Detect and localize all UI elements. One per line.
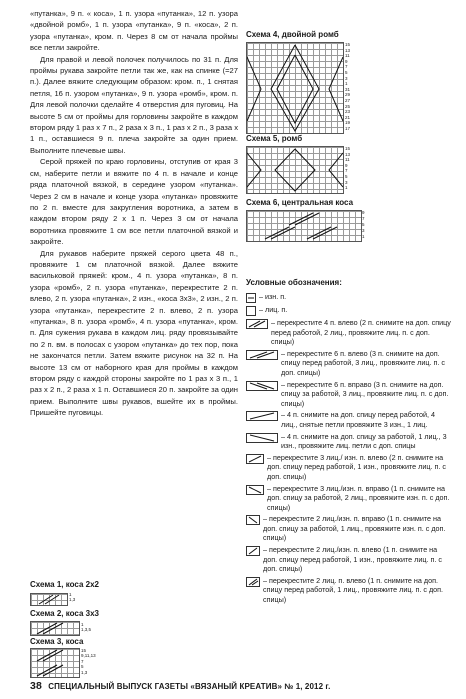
paragraph-1: «путанка», 9 п. « коса», 1 п. узора «путанка», 12 п. узора «двойной ромб», 1 п. узора «путанка», 9 п. «коса», 2 п. узора «путанка», кром. п. Через 8 см от начала проймы все петли закройте. <box>30 9 238 53</box>
chart-1-title-wrap <box>30 580 99 589</box>
legend-list <box>246 292 452 607</box>
chart-2-title-wrap <box>30 609 99 618</box>
page-footer <box>30 680 450 692</box>
legend-item-cross-3-right: – перекрестите 3 лиц./изн. п. вправо (1 п. снимите на доп. спицу за работой, 2 лиц., провяжите изн. п. с доп. спицы) <box>246 484 452 513</box>
legend-item-cross-6-left: – перекрестите 6 п. влево (3 п. снимите на доп. спицу перед работой, 3 лиц., провяжите лиц. п. с доп. спицы) <box>246 349 452 378</box>
cross-4-front-icon <box>246 411 278 421</box>
chart-2-title: Схема 2, коса 3х3 <box>30 609 99 618</box>
paragraph-2: Для правой и левой полочек получилось по 31 п. Для проймы рукава закройте петли так же, как на спинке (=27 п.). Далее вяжите следующим образом: кром. п., 1 снятая петля, 16 п. узором «путанка», 9 п. узора «ромб», кром. п. Для левой полочки сделайте 4 отверстия для пуговиц. На высоте 5 см от проймы для горловины закройте в каждом втором ряду 1 раз х 7 п., 2 раза х 3 п., 1 раз х 2 п., 3 раза х 1 п., оставшиеся 9 п. плеча закройте за один прием. Выполните плечевые швы. <box>30 54 238 155</box>
legend-item-purl: – изн. п. <box>246 292 452 303</box>
paragraph-3: Серой пряжей по краю горловины, отступив от края 3 см, наберите петли и вяжите по 4 п. в начале и конце ряда платочной вязкой, в середине узором «путанка». Через 2 см в начале и конце узора «путанка» провяжите по 2 п. вместе для закругления воротника, а затем в каждом втором ряду 2 х 1 п. Через 3 см от начала воротника провяжите 1 см все петли платочной вязкой и закройте. <box>30 157 238 247</box>
paragraph-4: Для рукавов наберите пряжей серого цвета 48 п., провяжите 1 см платочной вязкой. Далее вяжите васильковой пряжей: кром., 4 п. узора «путанка», 8 п. узора «ромб», 2 п. узора «путанка», перекрестите 2 п. влево, 2 п. узора «путанка», 2 изн., «коса 3х3», 2 изн., 2 п. узора «путанка», перекрестите 2 п. влево, 2 п. узора «путанка», 8 п. узора «ромб», 4 п. узора «путанка», кром. п. Для сужения рукава в каждом лиц. ряду провязывайте по 2 п. вм. в полосах с узором «путанка» до тех пор, пока не закончатся петли. Затем вяжите рисунок на 32 п. На высоте 13 см от наборного края для проймы в каждом втором ряду с каждой стороны закройте по 1 раз х 3 п., 1 раз х 2 п., 2 раза х 1 п. Оставшиеся 20 п. закройте за один прием. Выполните швы рукавов, вшейте их в проймы. Пришейте пуговицы. <box>30 248 238 418</box>
chart-5-row-numbers: 15 13 11 9 7 5 3 1 <box>345 146 351 191</box>
chart-4-double-rhombus-grid <box>246 42 344 134</box>
chart-4-title: Схема 4, двойной ромб <box>246 30 339 39</box>
chart-1-row-numbers: 1 1,3 <box>69 592 76 603</box>
cross-6-right-icon <box>246 381 278 391</box>
cross-2-right-icon <box>246 515 260 525</box>
chart-1-grid <box>30 593 68 606</box>
footer-publication: СПЕЦИАЛЬНЫЙ ВЫПУСК ГАЗЕТЫ «ВЯЗАНЫЙ КРЕАТИВ» № 1, 2012 г. <box>48 682 331 691</box>
cross-2-left-knit-icon <box>246 577 260 587</box>
chart-6-row-numbers: 9 7 5 3 1 <box>362 210 365 239</box>
legend-item-cross-4-left: – перекрестите 4 п. влево (2 п. снимите на доп. спицу перед работой, 2 лиц., провяжите лиц. п. с доп. спицы) <box>246 318 452 347</box>
cross-3-left-icon <box>246 454 264 464</box>
chart-3-grid <box>30 648 80 678</box>
cross-4-back-icon <box>246 433 278 443</box>
cross-2-left-purl-icon <box>246 546 260 556</box>
knit-symbol-icon <box>246 306 256 316</box>
body-text-column <box>30 8 238 419</box>
legend-item-knit: – лиц. п. <box>246 305 452 316</box>
chart-6-central-cable-grid <box>246 210 362 242</box>
cross-6-left-icon <box>246 350 278 360</box>
chart-1-title: Схема 1, коса 2х2 <box>30 580 99 589</box>
chart-4-row-numbers: 15 13 11 9 7 5 3 1 31 29 27 25 23 21 19 17 <box>345 42 351 131</box>
chart-5-rhombus-grid <box>246 146 344 194</box>
legend-item-cross-4-front: – 4 п. снимите на доп. спицу перед работой, 4 лиц., снятые петли провяжите 3 изн., 1 лиц. <box>246 410 452 429</box>
chart-3-title-wrap <box>30 637 83 646</box>
chart-3-row-numbers: 15 9,11,13 7 5 1,3 <box>81 648 96 675</box>
legend-item-cross-2-left-knit: – перекрестите 2 лиц. п. влево (1 п. снимите на доп. спицу перед работой, 1 лиц., провяжите лиц. п. с доп. спицы) <box>246 576 452 605</box>
chart-3-title: Схема 3, коса <box>30 637 84 646</box>
chart-2-row-numbers: 1 1,3,5 <box>81 622 92 633</box>
chart-2-grid <box>30 621 80 636</box>
chart-5-title: Схема 5, ромб <box>246 134 303 143</box>
legend-item-cross-6-right: – перекрестите 6 п. вправо (3 п. снимите на доп. спицу за работой, 3 лиц., провяжите лиц. п. с доп. спицы) <box>246 380 452 409</box>
page-number: 38 <box>30 680 42 692</box>
purl-symbol-icon <box>246 293 256 303</box>
legend-title: Условные обозначения: <box>246 278 342 287</box>
chart-6-title: Схема 6, центральная коса <box>246 198 354 207</box>
legend-item-cross-4-back: – 4 п. снимите на доп. спицу за работой, 1 лиц., 3 изн., провяжите лиц. петли с доп. спицы <box>246 432 452 451</box>
legend-item-cross-2-right: – перекрестите 2 лиц./изн. п. вправо (1 п. снимите на доп. спицу за работой, 1 лиц., провяжите изн. п. с доп. спицы) <box>246 514 452 543</box>
legend-item-cross-3-left: – перекрестите 3 лиц./ изн. п. влево (2 п. снимите на доп. спицу перед работой, 1 изн., провяжите лиц. п. с доп. спицы) <box>246 453 452 482</box>
legend-item-cross-2-left-purl: – перекрестите 2 лиц./изн. п. влево (1 п. снимите на доп. спицу перед работой, 1 изн., провяжите лиц. п. с доп. спицы) <box>246 545 452 574</box>
cross-3-right-icon <box>246 485 264 495</box>
cross-4-left-icon <box>246 319 268 329</box>
